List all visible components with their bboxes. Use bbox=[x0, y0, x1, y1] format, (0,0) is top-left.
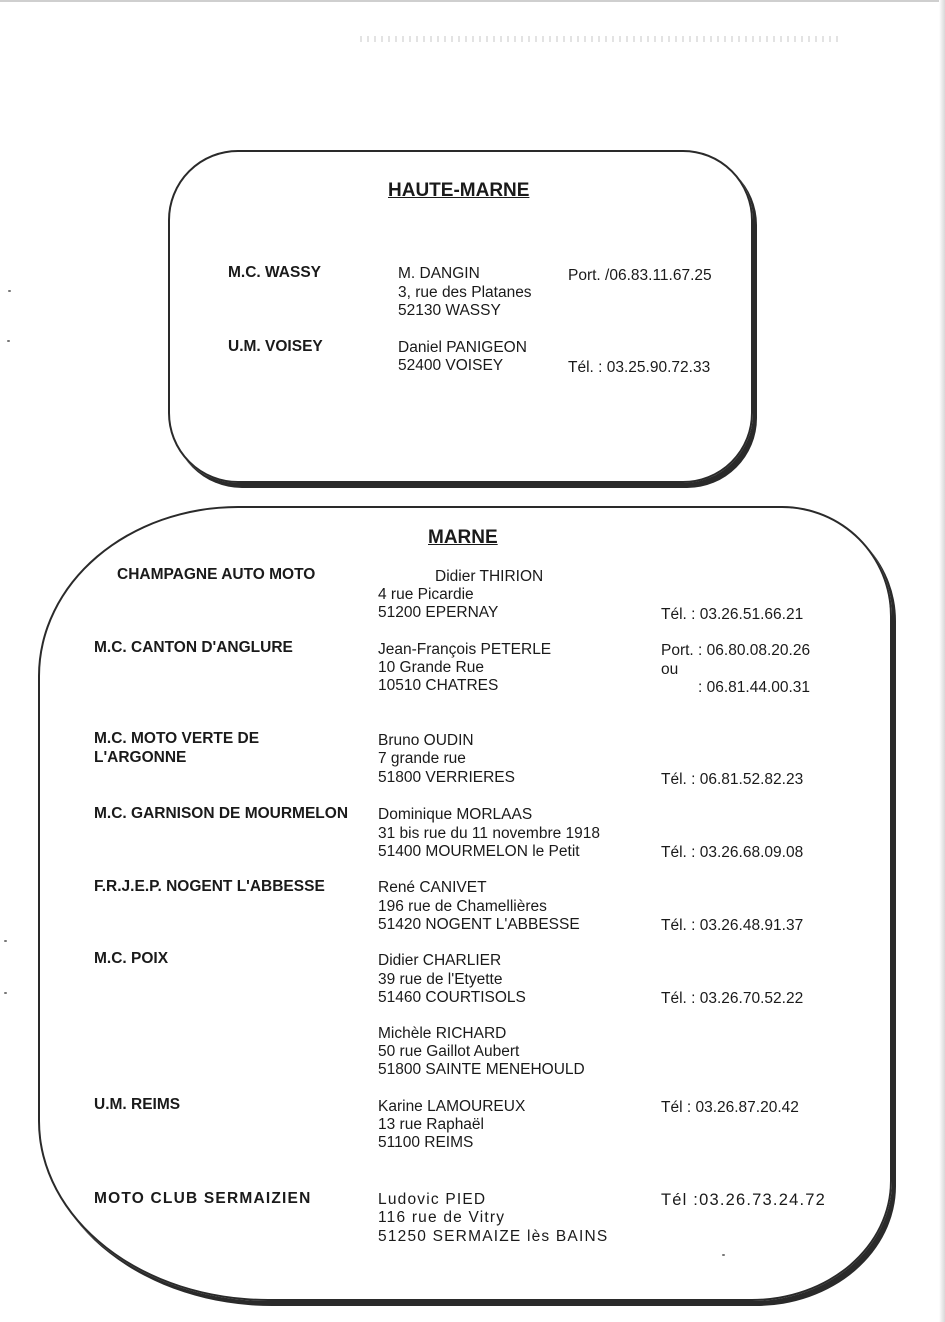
contact-line: 51460 COURTISOLS bbox=[378, 989, 526, 1006]
contact-line: Dominique MORLAAS bbox=[378, 806, 533, 823]
contact-line: 3, rue des Platanes bbox=[398, 284, 532, 301]
scan-edge-top bbox=[0, 0, 945, 2]
contact-line: 51400 MOURMELON le Petit bbox=[378, 843, 580, 860]
contact-line: 51100 REIMS bbox=[378, 1134, 474, 1151]
phone: Tél. : 03.26.51.66.21 bbox=[661, 606, 804, 623]
contact-line: 10510 CHATRES bbox=[378, 677, 499, 694]
contact-line: Didier THIRION bbox=[435, 568, 544, 585]
scan-noise bbox=[360, 36, 840, 42]
contact-line: Karine LAMOUREUX bbox=[378, 1098, 526, 1115]
contact-line: Ludovic PIED bbox=[378, 1191, 487, 1208]
scan-speck bbox=[4, 992, 7, 994]
phone: Tél. : 03.25.90.72.33 bbox=[568, 359, 711, 376]
contact-line: 51200 EPERNAY bbox=[378, 604, 499, 621]
contact-line: 13 rue Raphaël bbox=[378, 1116, 484, 1133]
contact-line: 51800 SAINTE MENEHOULD bbox=[378, 1061, 585, 1078]
contact-line: 4 rue Picardie bbox=[378, 586, 474, 603]
phone-or: ou bbox=[661, 661, 679, 678]
contact-line: 50 rue Gaillot Aubert bbox=[378, 1043, 520, 1060]
club-name: M.C. POIX bbox=[94, 950, 169, 967]
contact-line: 39 rue de l'Etyette bbox=[378, 971, 503, 988]
contact-line: 52130 WASSY bbox=[398, 302, 501, 319]
phone: Tél. : 03.26.70.52.22 bbox=[661, 990, 804, 1007]
contact-line: M. DANGIN bbox=[398, 265, 480, 282]
phone: Tél. : 03.26.48.91.37 bbox=[661, 917, 804, 934]
phone: Tél. : 06.81.52.82.23 bbox=[661, 771, 804, 788]
contact-line: Bruno OUDIN bbox=[378, 732, 474, 749]
scan-speck bbox=[7, 340, 10, 342]
club-name: U.M. REIMS bbox=[94, 1096, 181, 1113]
club-name: M.C. CANTON D'ANGLURE bbox=[94, 639, 293, 656]
phone: Tél : 03.26.87.20.42 bbox=[661, 1099, 799, 1116]
scan-edge-right bbox=[939, 0, 945, 1322]
contact-line: 51250 SERMAIZE lès BAINS bbox=[378, 1228, 609, 1245]
contact-line: 10 Grande Rue bbox=[378, 659, 484, 676]
club-name: M.C. MOTO VERTE DE bbox=[94, 730, 260, 747]
club-name: L'ARGONNE bbox=[94, 749, 187, 766]
phone: Tél :03.26.73.24.72 bbox=[661, 1191, 826, 1209]
contact-line: 52400 VOISEY bbox=[398, 357, 504, 374]
club-name: U.M. VOISEY bbox=[228, 338, 323, 355]
contact-line: 7 grande rue bbox=[378, 750, 466, 767]
contact-line: 51800 VERRIERES bbox=[378, 769, 515, 786]
contact-line: Didier CHARLIER bbox=[378, 952, 502, 969]
contact-line: 51420 NOGENT L'ABBESSE bbox=[378, 916, 580, 933]
contact-line: Michèle RICHARD bbox=[378, 1025, 507, 1042]
marne-title: MARNE bbox=[428, 527, 498, 548]
club-name: F.R.J.E.P. NOGENT L'ABBESSE bbox=[94, 878, 325, 895]
club-name: M.C. GARNISON DE MOURMELON bbox=[94, 805, 349, 822]
scan-speck bbox=[8, 290, 11, 292]
scan-speck bbox=[4, 940, 7, 942]
club-name: M.C. WASSY bbox=[228, 264, 322, 281]
phone: Port. /06.83.11.67.25 bbox=[568, 267, 712, 284]
contact-line: 116 rue de Vitry bbox=[378, 1209, 506, 1226]
haute-marne-title: HAUTE-MARNE bbox=[388, 180, 530, 201]
contact-line: Jean-François PETERLE bbox=[378, 641, 552, 658]
contact-line: Daniel PANIGEON bbox=[398, 339, 527, 356]
phone: Tél. : 03.26.68.09.08 bbox=[661, 844, 804, 861]
club-name: CHAMPAGNE AUTO MOTO bbox=[117, 566, 316, 583]
phone: Port. : 06.80.08.20.26 bbox=[661, 642, 811, 659]
contact-line: 31 bis rue du 11 novembre 1918 bbox=[378, 825, 601, 842]
phone-alt: : 06.81.44.00.31 bbox=[698, 679, 811, 696]
club-name: MOTO CLUB SERMAIZIEN bbox=[94, 1190, 312, 1207]
contact-line: 196 rue de Chamellières bbox=[378, 898, 547, 915]
contact-line: René CANIVET bbox=[378, 879, 487, 896]
